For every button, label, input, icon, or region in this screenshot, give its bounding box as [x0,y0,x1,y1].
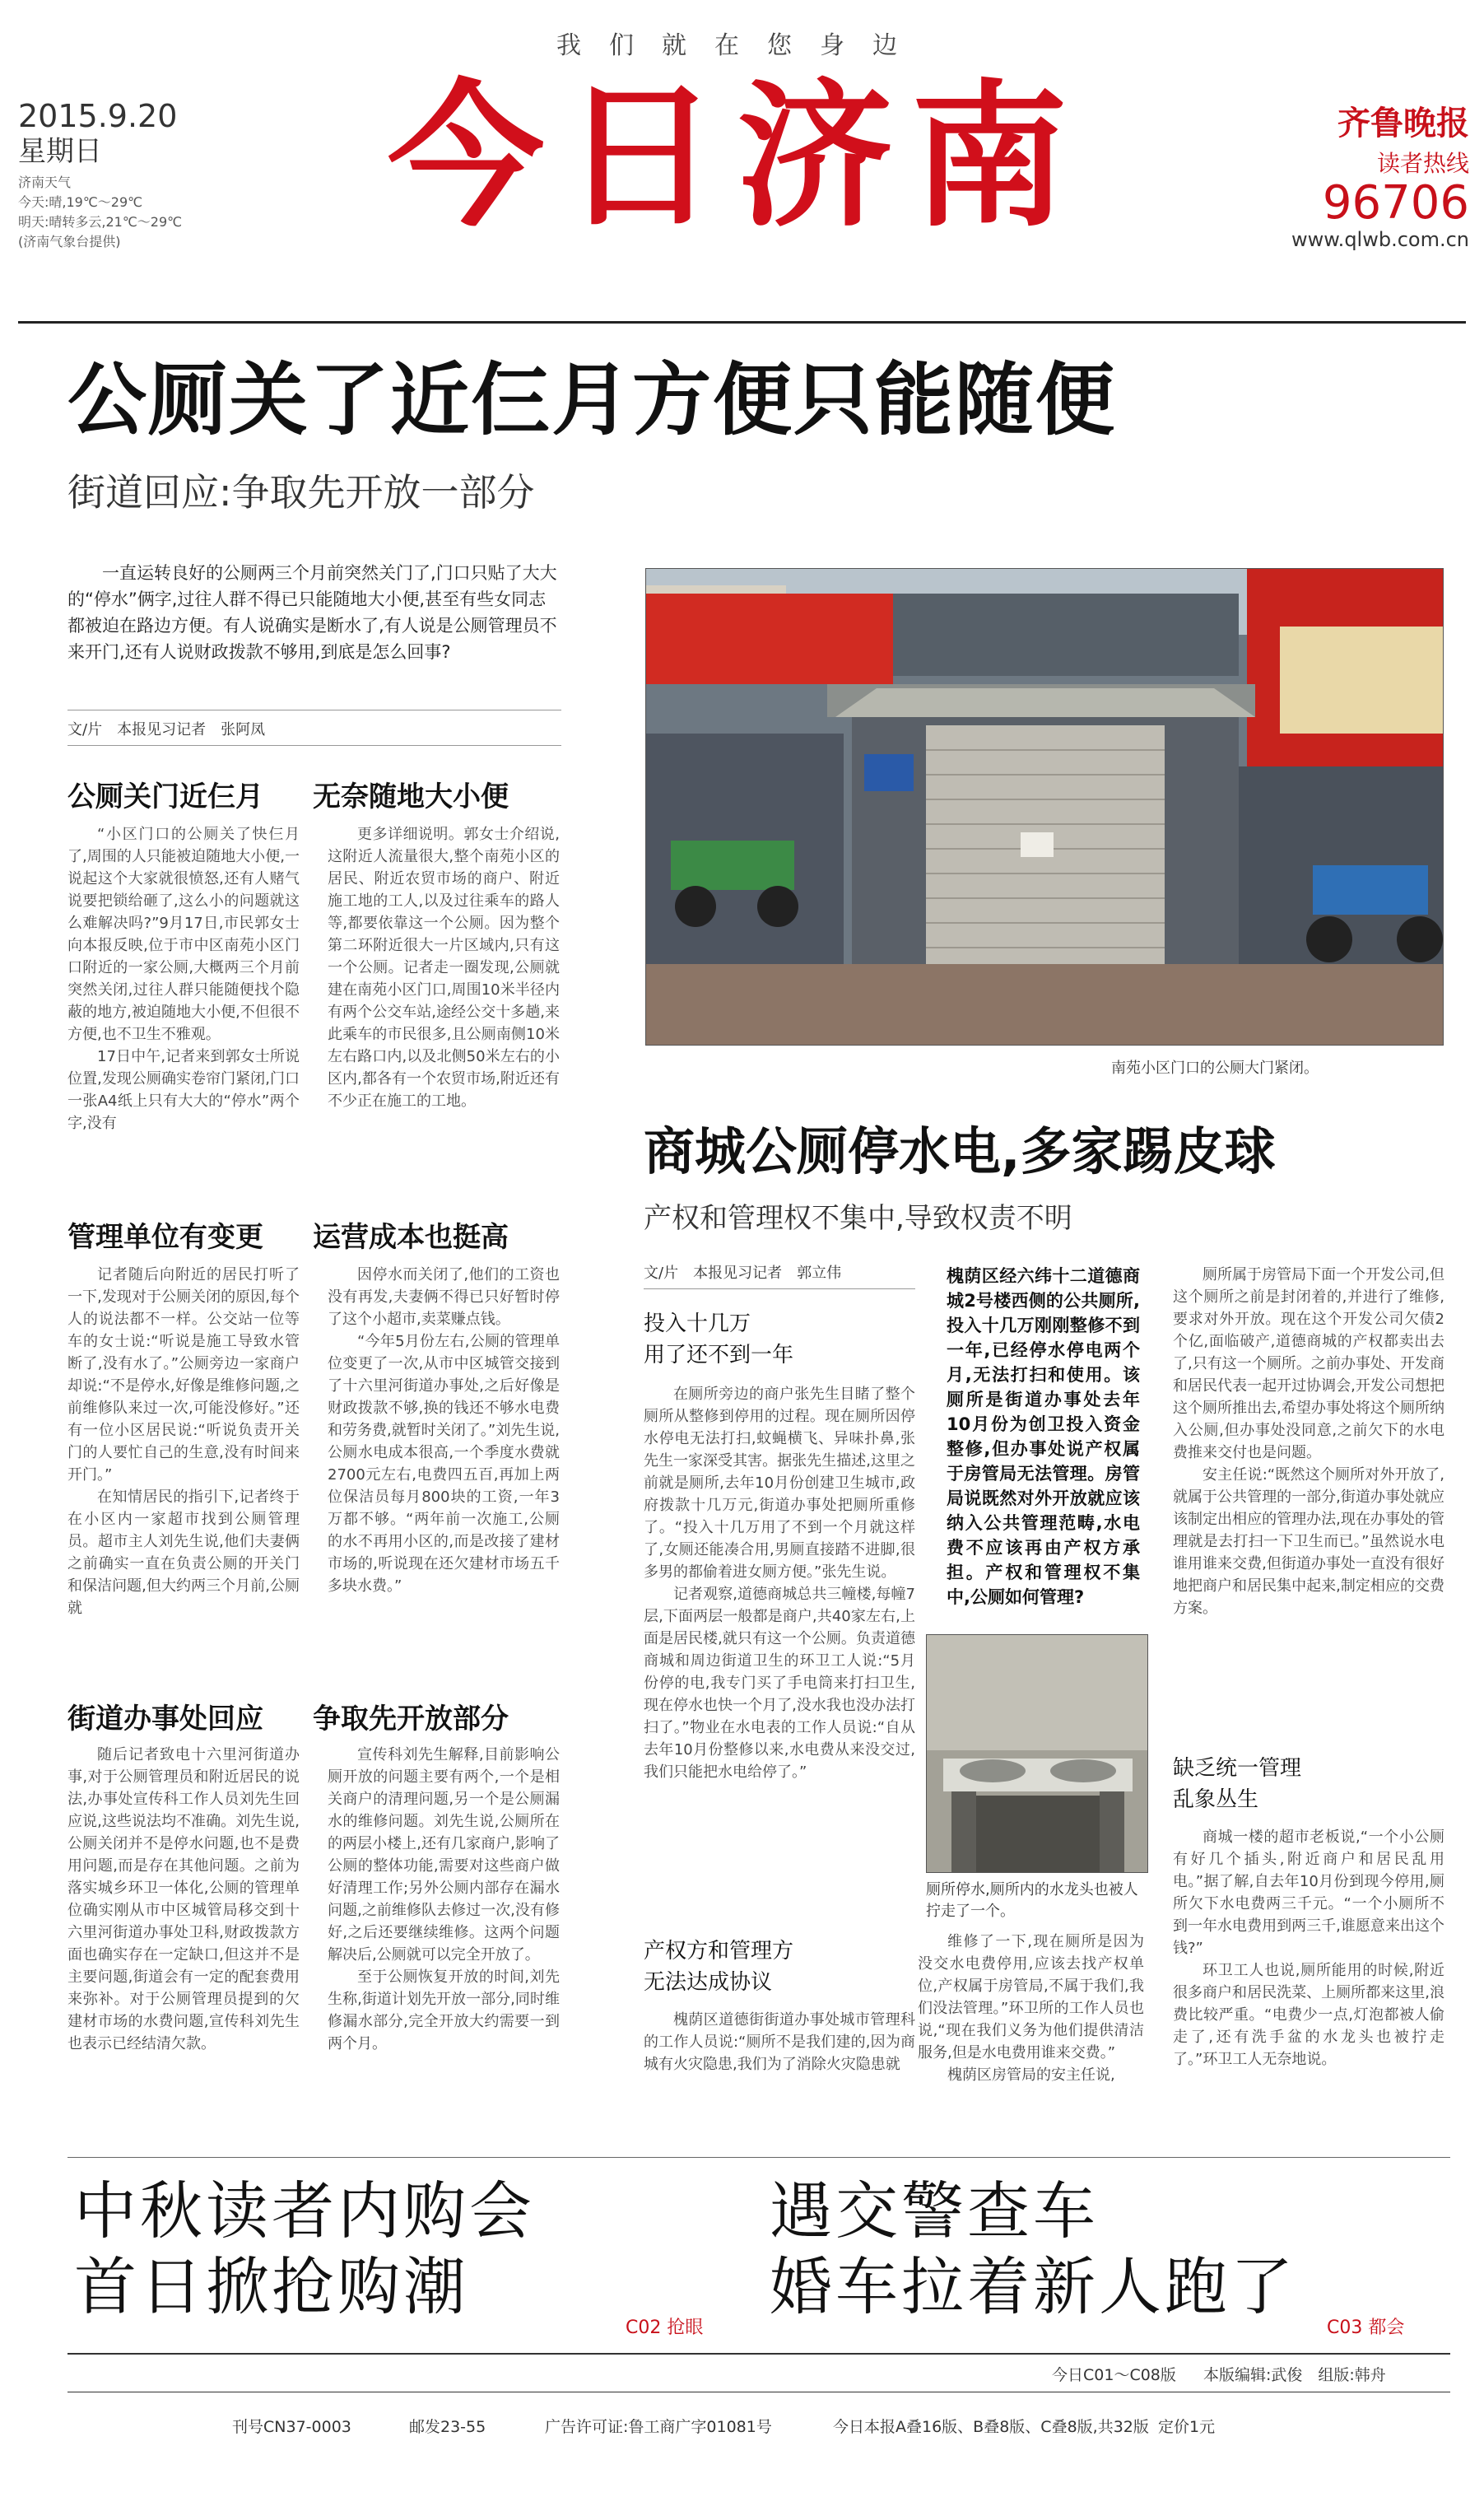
story2-byline-divider [644,1288,915,1289]
section3-col1: 随后记者致电十六里河街道办事,对于公厕管理员和附近居民的说法,办事处宣传科工作人员刘先生回应说,这些说法均不准确。刘先生说,公厕关闭并不是停水问题,也不是费用问题,而是存在其他问题。之前为落实城乡环卫一体化,公厕的管理单位确实刚从市中区城管局移交到十六里河街道办事处卫科,财政拨款方面也确实存在一定缺口,但这并不是主要问题,街道会有一定的配套费用来弥补。对于公厕管理员提到的欠建材市场的水费问题,宣传科刘先生也表示已经结清欠款。 [67,1746,300,2052]
story2-col3b [1173,1826,1444,2122]
paragraph: 在知情居民的指引下,记者终于在小区内一家超市找到公厕管理员。超市主人刘先生说,他们夫妻俩之前确实一直在负责公厕的开关门和保洁问题,但大约两三个月前,公厕就 [67,1488,300,1617]
paragraph: 记者观察,道德商城总共三幢楼,每幢7层,下面两层一般都是商户,共40家左右,上面是居民楼,就只有这一个公厕。负责道德商城和周边街道卫生的环卫工人说:“5月份停的电,我专门买了手电筒来打扫卫生,现在停水也快一个月了,没水我也没办法打扫了。”物业在水电表的工作人员说:“自从去年10月份整修以来,水电费从来没交过,我们只能把水电给停了。” [644,1586,915,1781]
section1-head-a: 公厕关门近仨月 [67,780,263,813]
story2-col1b: 槐荫区道德街街道办事处城市管理科的工作人员说:“厕所不是我们建的,因为商城有火灾隐患,我们为了消除火灾隐患就 [644,2011,915,2073]
paragraph: “今年5月份左右,公厕的管理单位变更了一次,从市中区城管交接到了十六里河街道办事处,之后好像是财政拨款不够,换的钱还不够水电费和劳务费,就暂时关闭了。”刘先生说,公厕水电成本很高,一个季度水费就2700元左右,电费四五百,再加上两位保洁员每月800块的工资,一年3万都不够。“两年前一次施工,公厕的水不再用小区的,而是改接了建材市场的,听说现在还欠建材市场五千多块水费。” [328,1333,560,1595]
footer-price: 定价1元 [1158,2418,1216,2436]
masthead-rule [18,321,1466,324]
hotline-label: 读者热线 [1376,150,1469,177]
promo-right-line1: 遇交警查车 [770,2174,1099,2248]
photo-sink [926,1634,1148,1873]
story2-col1 [644,1383,915,1922]
footer-editors: 本版编辑:武俊 组版:韩舟 [1203,2366,1386,2384]
paragraph: 记者随后向附近的居民打听了一下,发现对于公厕关闭的原因,每个人的说法都不一样。公交站一位等车的女士说:“听说是施工导致水管断了,没有水了。”公厕旁边一家商户却说:“不是停水,好像是维修问题,之前维修队来过一次,可能没修好。”还有一位小区居民说:“听说负责开关门的人要忙自己的生意,没有时间来开门。” [67,1266,300,1484]
lead-byline: 文/片 本报见习记者 张阿凤 [67,721,266,738]
photo1-caption: 南苑小区门口的公厕大门紧闭。 [1111,1060,1319,1077]
story2-col2b [918,1931,1144,2124]
promo-left-line1: 中秋读者内购会 [74,2174,535,2248]
paragraph: 安主任说:“既然这个厕所对外开放了,就属于公共管理的一部分,街道办事处就应该制定出相应的管理办法,现在办事处的管理就是去打扫一下卫生而已。”虽然说水电谁用谁来交费,但街道办事处一直没有很好地把商户和居民集中起来,制定相应的交费方案。 [1173,1466,1444,1617]
story2-headline: 商城公厕停水电,多家踢皮球 [644,1121,1276,1181]
paragraph: 商城一楼的超市老板说,“一个小公厕有好几个插头,附近商户和居民乱用电。”据了解,自去年10月份到现今停用,厕所欠下水电费两三千元。“一个小厕所不到一年水电费用到两三千,谁愿意来出这个钱?” [1173,1829,1444,1957]
footer-rule-top [67,2353,1450,2355]
section2-col2 [328,1264,560,1675]
issue-date: 2015.9.20 [18,98,178,134]
story2-subheadline: 产权和管理权不集中,导致权责不明 [644,1202,1072,1235]
section2-col1 [67,1264,300,1675]
photo-sink-illustration [927,1635,1148,1873]
story2-byline: 文/片 本报见习记者 郭立伟 [644,1265,842,1282]
photo-toilet-entrance [645,568,1444,1046]
paragraph: 厕所属于房管局下面一个开发公司,但这个厕所之前是封闭着的,并进行了维修,要求对外开放。现在这个开发公司欠债2个亿,面临破产,道德商城的产权都卖出去了,只有这一个厕所。之前办事处、开发商和居民代表一起开过协调会,开发公司想把这个厕所推出去,希望办事处将这个厕所纳入公厕,但办事处没同意,之前欠下的水电费推来交付也是问题。 [1173,1266,1444,1461]
main-subheadline: 街道回应:争取先开放一部分 [67,470,535,515]
section2-head-a: 管理单位有变更 [67,1221,263,1254]
promo-right-tag[interactable]: C03 都会 [1327,2318,1405,2338]
promo-left-line2: 首日掀抢购潮 [74,2250,469,2323]
footer-pages: 今日C01～C08版 [1052,2366,1176,2384]
paragraph: 环卫工人也说,厕所能用的时候,附近很多商户和居民洗菜、上厕所都来这里,浪费比较严重。“电费少一点,灯泡都被人偷走了,还有洗手盆的水龙头也被拧走了。”环卫工人无奈地说。 [1173,1962,1444,2068]
website[interactable]: www.qlwb.com.cn [1291,228,1469,251]
promo-divider [67,2157,1450,2158]
promo-left[interactable] [74,2173,733,2325]
paragraph: 至于公厕恢复开放的时间,刘先生称,街道计划先开放一部分,同时维修漏水部分,完全开放大约需要一到两个月。 [328,1968,560,2052]
date-weather-block [18,99,290,252]
brand-block [1272,97,1469,251]
hotline-number: 96706 [1322,176,1469,230]
section1-col2: 更多详细说明。郭女士介绍说,这附近人流量很大,整个南苑小区的居民、附近农贸市场的商户、附近施工地的工人,以及过往乘车的路人等,都要依靠这一个公厕。因为整个第二环附近很大一片区域内,只有这一个公厕。记者走一圈发现,公厕就建在南苑小区门口,周围10米半径内有两个公交车站,途经公交十多趟,来此乘车的市民很多,且公厕南侧10米左右路口内,以及北侧50米左右的小区内,都各有一个农贸市场,附近还有不少正在施工的工地。 [328,826,560,1110]
weather-source: (济南气象台提供) [18,234,121,249]
paragraph: 17日中午,记者来到郭女士所说位置,发现公厕确实卷帘门紧闭,门口一张A4纸上只有大大的“停水”两个字,没有 [67,1048,300,1132]
weather-title: 济南天气 [18,175,72,190]
story2-col3 [1173,1264,1444,1741]
weather-info [18,173,290,252]
section1-col1 [67,823,300,1186]
footer-issn: 刊号CN37-0003 [232,2418,351,2436]
story2-head-c2: 乱象丛生 [1173,1787,1259,1812]
byline-divider [67,745,561,746]
photo2-caption: 厕所停水,厕所内的水龙头也被人拧走了一个。 [926,1881,1138,1920]
photo-toilet-entrance-illustration [646,569,1444,1046]
section3-head-a: 街道办事处回应 [67,1703,263,1735]
story2-head-c1: 缺乏统一管理 [1173,1756,1302,1781]
lead-paragraph: 一直运转良好的公厕两三个月前突然关门了,门口只贴了大大的“停水”俩字,过往人群不得已只能随地大小便,甚至有些女同志都被迫在路边方便。有人说确实是断水了,有人说是公厕管理员不来开门,还有人说财政拨款不够用,到底是怎么回事? [67,563,557,662]
story2-head-b1: 产权方和管理方 [644,1939,794,1964]
masthead-title: 今日济南 [387,64,1086,248]
section1-head-b: 无奈随地大小便 [313,780,509,813]
footer-post: 邮发23-55 [409,2418,486,2436]
main-headline: 公厕关了近仨月方便只能随便 [67,354,1116,446]
weather-today: 今天:晴,19℃～29℃ [18,194,143,210]
paragraph: “小区门口的公厕关了快仨月了,周围的人只能被迫随地大小便,一说起这个大家就很愤怒,还有人赌气说要把锁给砸了,这么小的问题就这么难解决吗?”9月17日,市民郭女士向本报反映,位于市中区南苑小区门口附近的一家公厕,大概两三个月前突然关闭,过往人群只能随便找个隐蔽的地方,被迫随地大小便,不但很不方便,也不卫生不雅观。 [67,826,300,1043]
paragraph: 维修了一下,现在厕所是因为没交水电费停用,应该去找产权单位,产权属于房管局,不属于我们,我们没法管理。”环卫所的工作人员也说,“现在我们义务为他们提供清洁服务,但是水电费用谁来交费。” [918,1933,1144,2061]
section2-head-b: 运营成本也挺高 [313,1221,509,1254]
promo-left-tag[interactable]: C02 抢眼 [626,2318,704,2338]
story2-head-b2: 无法达成协议 [644,1970,773,1995]
paragraph: 因停水而关闭了,他们的工资也没有再发,夫妻俩不得已只好暂时停了这个小超市,卖菜赚点钱。 [328,1266,560,1328]
issue-weekday: 星期日 [18,135,102,168]
paragraph: 槐荫区房管局的安主任说, [947,2066,1115,2084]
section3-col2 [328,1744,560,2118]
footer-edition: 今日本报A叠16版、B叠8版、C叠8版,共32版 [833,2418,1149,2436]
brand-name: 齐鲁晚报 [1337,104,1469,142]
paragraph: 宣传科刘先生解释,目前影响公厕开放的问题主要有两个,一个是相关商户的清理问题,另一个是公厕漏水的维修问题。刘先生说,公厕所在的两层小楼上,还有几家商户,影响了公厕的整体功能,需要对这些商户做好清理工作;另外公厕内部存在漏水问题,之前维修队去修过一次,没有修好,之后还要继续维修。这两个问题解决后,公厕就可以完全开放了。 [328,1746,560,1964]
footer-ad-license: 广告许可证:鲁工商广字01081号 [545,2418,772,2436]
masthead-slogan: 我们就在您身边 [556,31,925,60]
story2-head-a1: 投入十几万 [644,1311,751,1336]
promo-right[interactable] [770,2173,1444,2325]
weather-tomorrow: 明天:晴转多云,21℃～29℃ [18,214,183,230]
promo-right-line2: 婚车拉着新人跑了 [770,2250,1296,2323]
paragraph: 在厕所旁边的商户张先生目睹了整个厕所从整修到停用的过程。现在厕所因停水停电无法打扫,蚊蝇横飞、异味扑鼻,张先生一家深受其害。据张先生描述,这里之前就是厕所,去年10月份创建卫生城市,政府拨款十几万元,街道办事处把厕所重修了。“投入十几万用了不到一个月就这样了,女厕还能凑合用,男厕直接踏不进脚,很多男的都偷着进女厕方便。”张先生说。 [644,1386,915,1581]
story2-head-a2: 用了还不到一年 [644,1343,794,1367]
story2-pullquote: 槐荫区经六纬十二道德商城2号楼西侧的公共厕所,投入十几万刚刚整修不到一年,已经停水停电两个月,无法打扫和使用。该厕所是街道办事处去年10月份为创卫投入资金整修,但办事处说产权属于房管局无法管理。房管局说既然对外开放就应该纳入公共管理范畴,水电费不应该再由产权方承担。产权和管理权不集中,公厕如何管理? [947,1266,1140,1607]
section3-head-b: 争取先开放部分 [313,1703,509,1735]
